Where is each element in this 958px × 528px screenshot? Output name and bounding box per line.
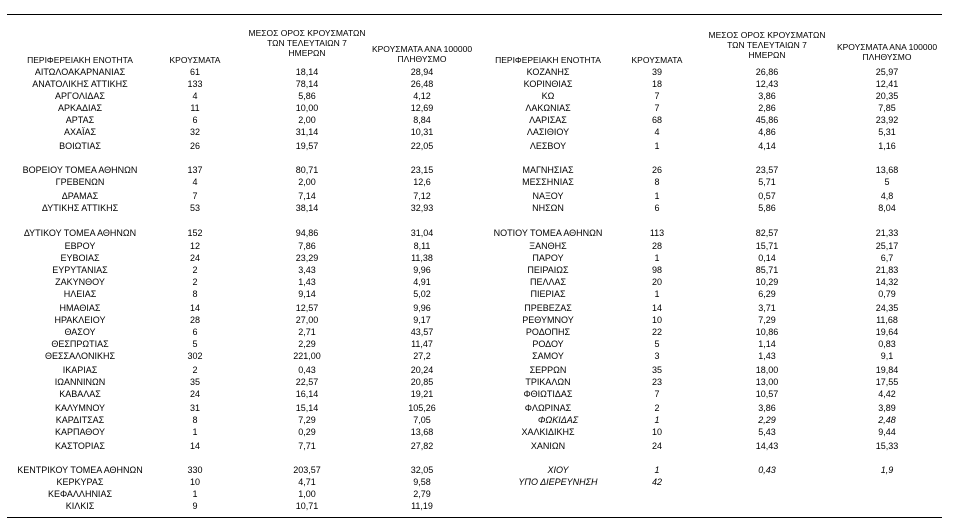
left-row-31-cases: 1 <box>192 489 198 499</box>
right-row-24-per100k: 4,42 <box>878 389 896 399</box>
right-row-22-avg: 18,00 <box>755 365 779 375</box>
right-row-15-avg: 10,29 <box>755 277 779 287</box>
right-row-17-cases: 14 <box>651 303 662 313</box>
right-row-27-cases: 10 <box>651 427 662 437</box>
left-row-22-per100k: 20,24 <box>410 365 434 375</box>
left-row-17-avg: 12,57 <box>295 303 319 313</box>
left-row-20-cases: 5 <box>192 339 198 349</box>
right-row-3-per100k: 7,85 <box>878 103 896 113</box>
right-row-22-cases: 35 <box>651 365 662 375</box>
right-row-4-cases: 68 <box>651 115 662 125</box>
left-row-24-cases: 24 <box>189 389 200 399</box>
left-row-28-avg: 7,71 <box>298 441 316 451</box>
right-row-25-per100k: 3,89 <box>878 403 896 413</box>
top-rule <box>7 14 942 15</box>
right-row-12-avg: 15,71 <box>755 241 779 251</box>
left-row-32-name: ΚΙΛΚΙΣ <box>65 501 95 511</box>
right-row-2-per100k: 20,35 <box>875 91 899 101</box>
left-row-21-cases: 302 <box>187 351 203 361</box>
right-row-26-per100k: 2,48 <box>878 415 896 425</box>
left-row-5-cases: 32 <box>189 127 200 137</box>
left-row-12-name: ΕΒΡΟΥ <box>64 241 96 251</box>
right-row-16-per100k: 0,79 <box>878 289 896 299</box>
left-row-3-per100k: 12,69 <box>410 103 434 113</box>
left-row-21-avg: 221,00 <box>293 351 321 361</box>
left-row-10-avg: 38,14 <box>295 203 319 213</box>
left-row-26-name: ΚΑΡΔΙΤΣΑΣ <box>55 415 105 425</box>
left-row-8-name: ΓΡΕΒΕΝΩΝ <box>55 177 105 187</box>
left-row-29-cases: 330 <box>187 465 203 475</box>
right-row-27-per100k: 9,44 <box>878 427 896 437</box>
left-row-6-cases: 26 <box>189 141 200 151</box>
header-region-right: ΠΕΡΙΦΕΡΕΙΑΚΗ ΕΝΟΤΗΤΑ <box>495 55 601 65</box>
left-row-27-cases: 1 <box>192 427 198 437</box>
right-row-6-per100k: 1,16 <box>878 141 896 151</box>
right-row-29-name: ΧΙΟΥ <box>547 465 569 475</box>
left-row-17-cases: 14 <box>189 303 200 313</box>
left-row-27-per100k: 13,68 <box>410 427 434 437</box>
left-row-28-per100k: 27,82 <box>410 441 434 451</box>
right-row-26-name: ΦΩΚΙΔΑΣ <box>537 415 579 425</box>
left-row-10-cases: 53 <box>189 203 200 213</box>
right-row-9-avg: 0,57 <box>758 191 776 201</box>
left-row-10-per100k: 32,93 <box>410 203 434 213</box>
left-row-23-avg: 22,57 <box>295 377 319 387</box>
right-row-23-per100k: 17,55 <box>875 377 899 387</box>
right-row-8-avg: 5,71 <box>758 177 776 187</box>
left-row-19-avg: 2,71 <box>298 327 316 337</box>
left-row-18-name: ΗΡΑΚΛΕΙΟΥ <box>54 315 106 325</box>
left-row-16-per100k: 5,02 <box>413 289 431 299</box>
right-row-26-avg: 2,29 <box>758 415 776 425</box>
left-row-1-name: ΑΝΑΤΟΛΙΚΗΣ ΑΤΤΙΚΗΣ <box>32 79 128 89</box>
right-row-20-name: ΡΟΔΟΥ <box>532 339 564 349</box>
left-row-27-name: ΚΑΡΠΑΘΟΥ <box>54 427 106 437</box>
left-row-5-per100k: 10,31 <box>410 127 434 137</box>
left-row-24-per100k: 19,21 <box>410 389 434 399</box>
left-row-0-per100k: 28,94 <box>410 67 434 77</box>
left-row-4-avg: 2,00 <box>298 115 316 125</box>
left-row-20-avg: 2,29 <box>298 339 316 349</box>
right-row-1-avg: 12,43 <box>755 79 779 89</box>
left-row-1-per100k: 26,48 <box>410 79 434 89</box>
left-row-28-cases: 14 <box>189 441 200 451</box>
left-row-18-per100k: 9,17 <box>413 315 431 325</box>
left-row-29-avg: 203,57 <box>293 465 321 475</box>
right-row-21-avg: 1,43 <box>758 351 776 361</box>
right-row-11-per100k: 21,33 <box>875 228 899 238</box>
right-row-7-cases: 26 <box>651 165 662 175</box>
left-row-6-per100k: 22,05 <box>410 141 434 151</box>
right-row-4-avg: 45,86 <box>755 115 779 125</box>
right-row-13-name: ΠΑΡΟΥ <box>532 253 564 263</box>
right-row-6-name: ΛΕΣΒΟΥ <box>529 141 567 151</box>
right-row-7-per100k: 13,68 <box>875 165 899 175</box>
left-row-3-avg: 10,00 <box>295 103 319 113</box>
right-row-18-avg: 7,29 <box>758 315 776 325</box>
right-row-2-avg: 3,86 <box>758 91 776 101</box>
right-row-21-per100k: 9,1 <box>880 351 894 361</box>
right-row-18-name: ΡΕΘΥΜΝΟΥ <box>522 315 574 325</box>
right-row-10-per100k: 8,04 <box>878 203 896 213</box>
right-row-26-cases: 1 <box>654 415 660 425</box>
right-row-0-per100k: 25,97 <box>875 67 899 77</box>
right-row-14-per100k: 21,83 <box>875 265 899 275</box>
left-row-30-name: ΚΕΡΚΥΡΑΣ <box>56 477 104 487</box>
left-row-26-per100k: 7,05 <box>413 415 431 425</box>
left-row-16-name: ΗΛΕΙΑΣ <box>63 289 97 299</box>
left-row-13-cases: 24 <box>189 253 200 263</box>
left-row-13-name: ΕΥΒΟΙΑΣ <box>60 253 100 263</box>
left-row-24-avg: 16,14 <box>295 389 319 399</box>
left-row-25-per100k: 105,26 <box>408 403 436 413</box>
right-row-10-cases: 6 <box>654 203 660 213</box>
right-row-19-name: ΡΟΔΟΠΗΣ <box>525 327 571 337</box>
left-row-32-avg: 10,71 <box>295 501 319 511</box>
left-row-9-cases: 7 <box>192 191 198 201</box>
right-row-13-avg: 0,14 <box>758 253 776 263</box>
left-row-8-cases: 4 <box>192 177 198 187</box>
left-row-15-per100k: 4,91 <box>413 277 431 287</box>
right-row-11-avg: 82,57 <box>755 228 779 238</box>
right-row-5-avg: 4,86 <box>758 127 776 137</box>
right-row-8-name: ΜΕΣΣΗΝΙΑΣ <box>522 177 574 187</box>
left-row-2-cases: 4 <box>192 91 198 101</box>
left-row-21-name: ΘΕΣΣΑΛΟΝΙΚΗΣ <box>44 351 116 361</box>
right-row-14-name: ΠΕΙΡΑΙΩΣ <box>527 265 569 275</box>
left-row-27-avg: 0,29 <box>298 427 316 437</box>
right-row-19-cases: 22 <box>651 327 662 337</box>
right-row-29-per100k: 1,9 <box>880 465 894 475</box>
left-row-12-cases: 12 <box>189 241 200 251</box>
left-row-31-avg: 1,00 <box>298 489 316 499</box>
left-row-11-name: ΔΥΤΙΚΟΥ ΤΟΜΕΑ ΑΘΗΝΩΝ <box>23 228 137 238</box>
right-row-17-per100k: 24,35 <box>875 303 899 313</box>
left-row-23-cases: 35 <box>189 377 200 387</box>
bottom-rule <box>7 517 942 518</box>
left-row-13-per100k: 11,38 <box>411 253 433 263</box>
right-row-8-cases: 8 <box>654 177 660 187</box>
left-row-0-cases: 61 <box>189 67 200 77</box>
right-row-27-avg: 5,43 <box>758 427 776 437</box>
left-row-11-avg: 94,86 <box>295 228 319 238</box>
left-row-10-name: ΔΥΤΙΚΗΣ ΑΤΤΙΚΗΣ <box>41 203 119 213</box>
right-row-17-name: ΠΡΕΒΕΖΑΣ <box>524 303 572 313</box>
right-row-2-name: ΚΩ <box>541 91 555 101</box>
left-row-0-avg: 18,14 <box>295 67 319 77</box>
left-row-15-name: ΖΑΚΥΝΘΟΥ <box>55 277 105 287</box>
left-row-32-per100k: 11,19 <box>411 501 433 511</box>
right-row-28-avg: 14,43 <box>755 441 779 451</box>
left-row-13-avg: 23,29 <box>295 253 319 263</box>
right-row-15-cases: 20 <box>651 277 662 287</box>
right-row-23-name: ΤΡΙΚΑΛΩΝ <box>525 377 571 387</box>
left-row-22-avg: 0,43 <box>298 365 316 375</box>
left-row-2-per100k: 4,12 <box>413 91 431 101</box>
left-row-11-cases: 152 <box>187 228 203 238</box>
left-row-9-name: ΔΡΑΜΑΣ <box>61 191 99 201</box>
header-cases-left: ΚΡΟΥΣΜΑΤΑ <box>169 55 221 65</box>
header-per100k-left: ΚΡΟΥΣΜΑΤΑ ΑΝΑ 100000 ΠΛΗΘΥΣΜΟ <box>371 44 473 64</box>
left-row-16-avg: 9,14 <box>298 289 316 299</box>
left-row-4-cases: 6 <box>192 115 198 125</box>
header-per100k-right: ΚΡΟΥΣΜΑΤΑ ΑΝΑ 100000 ΠΛΗΘΥΣΜΟ <box>836 42 938 62</box>
left-row-31-name: ΚΕΦΑΛΛΗΝΙΑΣ <box>47 489 113 499</box>
left-row-26-cases: 8 <box>192 415 198 425</box>
left-row-29-per100k: 32,05 <box>410 465 434 475</box>
right-row-16-avg: 6,29 <box>758 289 776 299</box>
left-row-20-per100k: 11,47 <box>411 339 433 349</box>
left-row-32-cases: 9 <box>192 501 198 511</box>
right-row-5-name: ΛΑΣΙΘΙΟΥ <box>526 127 570 137</box>
right-row-8-per100k: 5 <box>884 177 890 187</box>
right-row-4-per100k: 23,92 <box>875 115 899 125</box>
right-row-7-name: ΜΑΓΝΗΣΙΑΣ <box>522 165 574 175</box>
right-row-25-avg: 3,86 <box>758 403 776 413</box>
left-row-5-avg: 31,14 <box>295 127 319 137</box>
right-row-5-cases: 4 <box>654 127 660 137</box>
right-row-20-avg: 1,14 <box>758 339 776 349</box>
right-row-0-cases: 39 <box>651 67 662 77</box>
right-row-24-name: ΦΘΙΩΤΙΔΑΣ <box>523 389 573 399</box>
left-row-14-cases: 2 <box>192 265 198 275</box>
left-row-14-name: ΕΥΡΥΤΑΝΙΑΣ <box>52 265 108 275</box>
right-row-9-cases: 1 <box>654 191 660 201</box>
right-row-13-cases: 1 <box>654 253 660 263</box>
right-row-16-name: ΠΙΕΡΙΑΣ <box>530 289 566 299</box>
left-row-2-name: ΑΡΓΟΛΙΔΑΣ <box>55 91 105 101</box>
right-row-25-name: ΦΛΩΡΙΝΑΣ <box>524 403 572 413</box>
left-row-29-name: ΚΕΝΤΡΙΚΟΥ ΤΟΜΕΑ ΑΘΗΝΩΝ <box>17 465 143 475</box>
left-row-7-name: ΒΟΡΕΙΟΥ ΤΟΜΕΑ ΑΘΗΝΩΝ <box>22 165 138 175</box>
right-row-6-cases: 1 <box>654 141 660 151</box>
left-row-7-per100k: 23,15 <box>410 165 434 175</box>
right-row-23-avg: 13,00 <box>755 377 779 387</box>
right-row-24-avg: 10,57 <box>755 389 779 399</box>
right-row-12-per100k: 25,17 <box>875 241 899 251</box>
left-row-21-per100k: 27,2 <box>413 351 431 361</box>
left-row-23-per100k: 20,85 <box>410 377 434 387</box>
right-row-30-name: ΥΠΟ ΔΙΕΡΕΥΝΗΣΗ <box>518 477 598 487</box>
left-row-15-cases: 2 <box>192 277 198 287</box>
right-row-19-per100k: 19,64 <box>875 327 899 337</box>
left-row-30-cases: 10 <box>189 477 200 487</box>
right-row-5-per100k: 5,31 <box>878 127 896 137</box>
left-row-5-name: ΑΧΑΪΑΣ <box>63 127 97 137</box>
left-row-14-per100k: 9,96 <box>413 265 431 275</box>
left-row-23-name: ΙΩΑΝΝΙΝΩΝ <box>54 377 106 387</box>
left-row-3-cases: 11 <box>190 103 200 113</box>
left-row-26-avg: 7,29 <box>298 415 316 425</box>
header-cases-right: ΚΡΟΥΣΜΑΤΑ <box>631 55 683 65</box>
left-row-8-avg: 2,00 <box>298 177 316 187</box>
left-row-17-name: ΗΜΑΘΙΑΣ <box>59 303 101 313</box>
right-row-12-name: ΞΑΝΘΗΣ <box>529 241 567 251</box>
right-row-3-avg: 2,86 <box>758 103 776 113</box>
right-row-18-cases: 10 <box>651 315 662 325</box>
left-row-9-per100k: 7,12 <box>413 191 431 201</box>
right-row-22-name: ΣΕΡΡΩΝ <box>529 365 567 375</box>
left-row-6-name: ΒΟΙΩΤΙΑΣ <box>59 141 101 151</box>
right-row-4-name: ΛΑΡΙΣΑΣ <box>529 115 567 125</box>
right-row-11-name: ΝΟΤΙΟΥ ΤΟΜΕΑ ΑΘΗΝΩΝ <box>493 228 603 238</box>
right-row-18-per100k: 11,68 <box>876 315 898 325</box>
right-row-1-cases: 18 <box>651 79 662 89</box>
right-row-28-cases: 24 <box>651 441 662 451</box>
right-row-21-name: ΣΑΜΟΥ <box>532 351 564 361</box>
right-row-16-cases: 1 <box>654 289 660 299</box>
header-avg-left: ΜΕΣΟΣ ΟΡΟΣ ΚΡΟΥΣΜΑΤΩΝ ΤΩΝ ΤΕΛΕΥΤΑΙΩΝ 7 ΗΜΕΡΩΝ <box>248 28 366 58</box>
left-row-17-per100k: 9,96 <box>413 303 431 313</box>
left-row-9-avg: 7,14 <box>298 191 316 201</box>
left-row-6-avg: 19,57 <box>295 141 319 151</box>
right-row-24-cases: 7 <box>654 389 660 399</box>
left-row-18-avg: 27,00 <box>295 315 319 325</box>
left-row-22-cases: 2 <box>192 365 198 375</box>
header-avg-right: ΜΕΣΟΣ ΟΡΟΣ ΚΡΟΥΣΜΑΤΩΝ ΤΩΝ ΤΕΛΕΥΤΑΙΩΝ 7 ΗΜΕΡΩΝ <box>708 30 826 60</box>
left-row-8-per100k: 12,6 <box>413 177 431 187</box>
left-row-12-avg: 7,86 <box>298 241 316 251</box>
right-row-29-cases: 1 <box>654 465 660 475</box>
left-row-20-name: ΘΕΣΠΡΩΤΙΑΣ <box>51 339 109 349</box>
left-row-4-name: ΑΡΤΑΣ <box>65 115 95 125</box>
right-row-21-cases: 3 <box>654 351 660 361</box>
right-row-1-per100k: 12,41 <box>875 79 899 89</box>
right-row-13-per100k: 6,7 <box>880 253 894 263</box>
right-row-3-cases: 7 <box>654 103 660 113</box>
right-row-12-cases: 28 <box>651 241 662 251</box>
header-region-left: ΠΕΡΙΦΕΡΕΙΑΚΗ ΕΝΟΤΗΤΑ <box>27 55 133 65</box>
left-row-19-cases: 6 <box>192 327 198 337</box>
left-row-25-name: ΚΑΛΥΜΝΟΥ <box>54 403 106 413</box>
left-row-22-name: ΙΚΑΡΙΑΣ <box>62 365 98 375</box>
right-row-14-cases: 98 <box>651 265 662 275</box>
left-row-2-avg: 5,86 <box>298 91 316 101</box>
left-row-30-per100k: 9,58 <box>413 477 431 487</box>
right-row-10-avg: 5,86 <box>758 203 776 213</box>
left-row-28-name: ΚΑΣΤΟΡΙΑΣ <box>55 441 105 451</box>
left-row-25-cases: 31 <box>189 403 200 413</box>
right-row-0-avg: 26,86 <box>755 67 779 77</box>
left-row-19-per100k: 43,57 <box>410 327 434 337</box>
right-row-23-cases: 23 <box>651 377 662 387</box>
left-row-12-per100k: 8,11 <box>413 241 431 251</box>
right-row-7-avg: 23,57 <box>755 165 779 175</box>
right-row-10-name: ΝΗΣΩΝ <box>532 203 564 213</box>
left-row-16-cases: 8 <box>192 289 198 299</box>
right-row-22-per100k: 19,84 <box>875 365 899 375</box>
right-row-9-name: ΝΑΞΟΥ <box>532 191 564 201</box>
right-row-28-per100k: 15,33 <box>875 441 899 451</box>
right-row-20-cases: 5 <box>654 339 660 349</box>
right-row-19-avg: 10,86 <box>755 327 779 337</box>
right-row-25-cases: 2 <box>654 403 660 413</box>
left-row-7-avg: 80,71 <box>295 165 319 175</box>
left-row-30-avg: 4,71 <box>298 477 316 487</box>
right-row-29-avg: 0,43 <box>758 465 776 475</box>
left-row-0-name: ΑΙΤΩΛΟΑΚΑΡΝΑΝΙΑΣ <box>34 67 126 77</box>
left-row-19-name: ΘΑΣΟΥ <box>64 327 96 337</box>
right-row-0-name: ΚΟΖΑΝΗΣ <box>526 67 570 77</box>
left-row-15-avg: 1,43 <box>298 277 316 287</box>
left-row-31-per100k: 2,79 <box>413 489 431 499</box>
right-row-14-avg: 85,71 <box>755 265 779 275</box>
left-row-14-avg: 3,43 <box>298 265 316 275</box>
left-row-25-avg: 15,14 <box>295 403 319 413</box>
right-row-6-avg: 4,14 <box>758 141 776 151</box>
right-row-11-cases: 113 <box>649 228 665 238</box>
left-row-4-per100k: 8,84 <box>413 115 431 125</box>
right-row-2-cases: 7 <box>654 91 660 101</box>
left-row-7-cases: 137 <box>187 165 203 175</box>
right-row-3-name: ΛΑΚΩΝΙΑΣ <box>525 103 571 113</box>
left-row-1-avg: 78,14 <box>295 79 319 89</box>
left-row-11-per100k: 31,04 <box>410 228 434 238</box>
left-row-1-cases: 133 <box>187 79 203 89</box>
right-row-9-per100k: 4,8 <box>880 191 894 201</box>
right-row-30-cases: 42 <box>651 477 662 487</box>
right-row-15-name: ΠΕΛΛΑΣ <box>529 277 567 287</box>
right-row-28-name: ΧΑΝΙΩΝ <box>530 441 566 451</box>
right-row-20-per100k: 0,83 <box>878 339 896 349</box>
right-row-17-avg: 3,71 <box>758 303 776 313</box>
left-row-18-cases: 28 <box>189 315 200 325</box>
right-row-15-per100k: 14,32 <box>875 277 899 287</box>
left-row-24-name: ΚΑΒΑΛΑΣ <box>59 389 101 399</box>
left-row-3-name: ΑΡΚΑΔΙΑΣ <box>57 103 103 113</box>
right-row-1-name: ΚΟΡΙΝΘΙΑΣ <box>523 79 573 89</box>
right-row-27-name: ΧΑΛΚΙΔΙΚΗΣ <box>521 427 575 437</box>
